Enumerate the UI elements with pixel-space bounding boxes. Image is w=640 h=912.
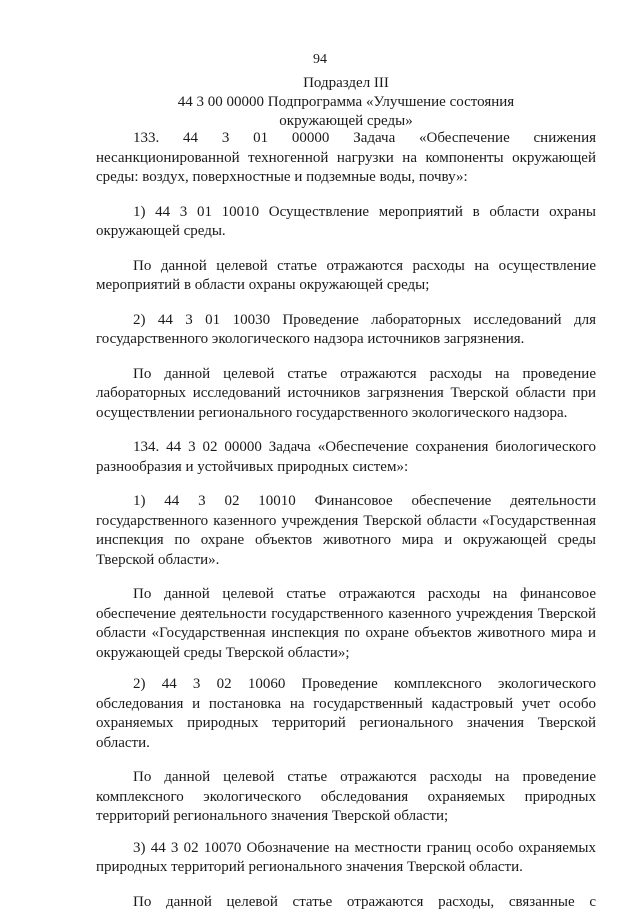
paragraph-description: По данной целевой статье отражаются расходы на проведение лабораторных исследований источников загрязнения Тверской области при осуществлении регионального государственного экологического надзора. bbox=[96, 365, 596, 424]
paragraph-task-133: 133. 44 3 01 00000 Задача «Обеспечение снижения несанкционированной техногенной нагрузки на компоненты окружающей среды: воздух, поверхностные и подземные воды, почву»: bbox=[96, 129, 596, 188]
paragraph-task-134: 134. 44 3 02 00000 Задача «Обеспечение сохранения биологического разнообразия и устойчивых природных систем»: bbox=[96, 438, 596, 477]
paragraph-description: По данной целевой статье отражаются расходы на осуществление мероприятий в области охраны окружающей среды; bbox=[96, 257, 596, 296]
paragraph-description: По данной целевой статье отражаются расходы на проведение комплексного экологического обследования охраняемых природных территорий регионального значения Тверской области; bbox=[96, 768, 596, 827]
paragraph-item: 1) 44 3 02 10010 Финансовое обеспечение деятельности государственного казенного учреждения Тверской области «Государственная инспекция по охране объектов животного мира и окружающей среды Тверской области». bbox=[96, 492, 596, 570]
subsection-title: Подраздел III bbox=[96, 74, 596, 93]
subprogram-title-continued: окружающей среды» bbox=[96, 112, 596, 131]
subprogram-title: 44 3 00 00000 Подпрограмма «Улучшение состояния bbox=[96, 93, 596, 112]
paragraph-item: 1) 44 3 01 10010 Осуществление мероприятий в области охраны окружающей среды. bbox=[96, 203, 596, 242]
page-number: 94 bbox=[0, 52, 640, 68]
paragraph-item: 2) 44 3 01 10030 Проведение лабораторных исследований для государственного экологического надзора источников загрязнения. bbox=[96, 311, 596, 350]
document-body bbox=[96, 129, 596, 912]
section-heading bbox=[96, 74, 596, 131]
paragraph-item: 3) 44 3 02 10070 Обозначение на местности границ особо охраняемых природных территорий регионального значения Тверской области. bbox=[96, 839, 596, 878]
paragraph-description: По данной целевой статье отражаются расходы, связанные с bbox=[96, 893, 596, 912]
paragraph-item: 2) 44 3 02 10060 Проведение комплексного экологического обследования и постановка на государственный кадастровый учет особо охраняемых природных территорий регионального значения Тверской области. bbox=[96, 675, 596, 753]
paragraph-description: По данной целевой статье отражаются расходы на финансовое обеспечение деятельности государственного казенного учреждения Тверской области «Государственная инспекция по охране объектов животного мира и окружающей среды Тверской области»; bbox=[96, 585, 596, 663]
